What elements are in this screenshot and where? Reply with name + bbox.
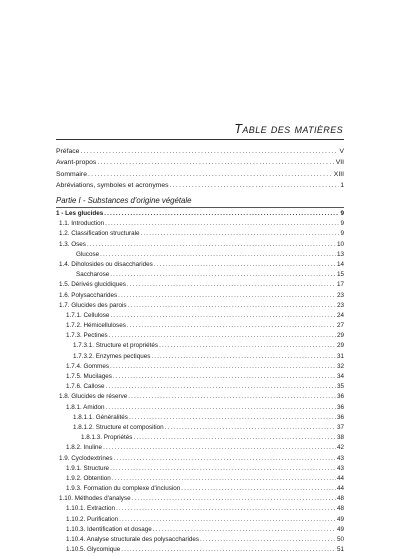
dot-leader	[159, 341, 336, 351]
toc-entry[interactable]	[56, 443, 344, 453]
toc-entry-label: Sommaire	[56, 170, 87, 178]
toc-entry-page: 48	[336, 495, 344, 503]
toc-entry[interactable]	[56, 311, 344, 321]
dot-leader	[88, 169, 333, 180]
toc-entry-page: 36	[336, 393, 344, 401]
dot-leader	[151, 352, 336, 362]
toc-entry-label: 1.7. Glucides des parois	[59, 301, 127, 309]
toc-entry-label: 1.4. Diholosides ou disaccharides	[59, 260, 153, 268]
toc-entry-page: 17	[336, 281, 344, 289]
toc-entry[interactable]	[56, 433, 344, 443]
toc-entry-page: 42	[336, 444, 344, 452]
toc-entry-page: 49	[336, 515, 344, 523]
toc-entry[interactable]	[56, 494, 344, 504]
dot-leader	[110, 464, 336, 474]
toc-entry-page: 9	[340, 230, 344, 238]
toc-entry[interactable]	[56, 240, 344, 250]
toc-entry[interactable]	[56, 229, 344, 239]
toc-entry-page: 43	[336, 454, 344, 462]
toc-entry-page: 14	[336, 260, 344, 268]
dot-leader	[80, 146, 338, 157]
toc-entry[interactable]	[56, 250, 344, 260]
title-divider	[56, 139, 344, 140]
toc-entry[interactable]	[56, 484, 344, 494]
dot-leader	[128, 392, 336, 402]
toc-entry[interactable]	[56, 413, 344, 423]
toc-entry-page: 44	[336, 474, 344, 482]
dot-leader	[129, 413, 336, 423]
toc-entry-page: 37	[336, 423, 344, 431]
dot-leader	[105, 219, 339, 229]
toc-entry-label: 1.7.3. Pectines	[66, 332, 108, 340]
toc-entry[interactable]	[56, 545, 344, 555]
dot-leader	[133, 433, 336, 443]
toc-entry-label: 1.2. Classification structurale	[59, 230, 140, 238]
toc-entry[interactable]	[56, 423, 344, 433]
toc-entry-label: 1.7.2. Hémicelluloses	[66, 322, 126, 330]
toc-entry[interactable]	[56, 291, 344, 301]
toc-entry[interactable]	[56, 280, 344, 290]
toc-entry-label: 1.8.1.3. Propriétés	[81, 434, 133, 442]
toc-entry-page: 31	[336, 352, 344, 360]
toc-entry-label: 1.7.4. Gommes	[66, 362, 110, 370]
toc-entry-page: 36	[336, 403, 344, 411]
toc-entry[interactable]	[56, 382, 344, 392]
toc-entry-page: 48	[336, 505, 344, 513]
dot-leader	[154, 260, 336, 270]
toc-entry-page: 9	[340, 210, 344, 217]
dot-leader	[181, 484, 336, 494]
toc-entry[interactable]	[56, 209, 344, 219]
toc-entry[interactable]	[56, 146, 344, 157]
front-matter-list	[56, 146, 344, 192]
toc-entry-page: 1	[340, 182, 344, 190]
toc-entry-page: 50	[336, 536, 344, 543]
toc-entry-label: 1.10. Méthodes d'analyse	[59, 495, 131, 503]
toc-entry-label: Préface	[56, 148, 80, 155]
toc-entry-label: 1.10.3. Identification et dosage	[66, 525, 152, 533]
toc-entry-page: XIII	[333, 170, 344, 178]
toc-entry[interactable]	[56, 515, 344, 525]
dot-leader	[170, 180, 340, 191]
toc-entry-label: Abréviations, symboles et acronymes	[56, 182, 169, 190]
toc-entry[interactable]	[56, 474, 344, 484]
dot-leader	[141, 229, 340, 239]
toc-entry[interactable]	[56, 321, 344, 331]
toc-entry-label: 1.9.1. Structure	[66, 464, 110, 472]
toc-entry-label: Avant-propos	[56, 159, 97, 167]
toc-entry[interactable]	[56, 341, 344, 351]
toc-entry-label: 1.7.5. Mucilages	[66, 373, 112, 380]
toc-entry-label: 1.3. Oses	[59, 240, 86, 248]
toc-entry[interactable]	[56, 270, 344, 280]
toc-entry-page: VII	[335, 159, 344, 167]
dot-leader	[200, 535, 336, 545]
dot-leader	[100, 250, 336, 260]
toc-entry[interactable]	[56, 169, 344, 180]
toc-entry-page: 23	[336, 291, 344, 299]
toc-entry-label: 1.8.1.1. Généralités	[73, 413, 128, 421]
toc-entry-page: 43	[336, 464, 344, 472]
dot-leader	[87, 240, 336, 250]
dot-leader	[110, 362, 336, 372]
toc-entry-page: 32	[336, 362, 344, 370]
toc-entry-label: 1.5. Dérivés glucidiques	[59, 281, 126, 289]
dot-leader	[116, 504, 336, 514]
toc-entry-label: 1.9.2. Obtention	[66, 474, 111, 482]
toc-entry[interactable]	[56, 454, 344, 464]
toc-entry-page: V	[339, 148, 344, 155]
toc-entry-page: 29	[336, 342, 344, 350]
dot-leader	[110, 270, 336, 280]
dot-leader	[127, 321, 336, 331]
dot-leader	[127, 280, 336, 290]
toc-entry-label: 1.10.4. Analyse structurale des polysaccharides	[66, 536, 200, 543]
toc-entry-label: Glucose	[76, 250, 100, 258]
toc-entry-page: 27	[336, 322, 344, 330]
toc-entry-page: 36	[336, 413, 344, 421]
toc-entry[interactable]	[56, 504, 344, 514]
toc-entry-label: 1.7.3.1. Structure et propriétés	[73, 342, 159, 350]
toc-entry-page: 24	[336, 311, 344, 319]
toc-entry-label: 1.8. Glucides de réserve	[59, 393, 128, 401]
toc-entry[interactable]	[56, 157, 344, 168]
toc-entry[interactable]	[56, 180, 344, 191]
toc-entry-page: 35	[336, 383, 344, 391]
dot-leader	[110, 311, 336, 321]
toc-entry[interactable]	[56, 525, 344, 535]
toc-entry[interactable]	[56, 260, 344, 270]
part-title: Partie I - Substances d'origine végétale	[56, 196, 192, 205]
dot-leader	[104, 209, 339, 219]
toc-entry-label: 1.7.3.2. Enzymes pectiques	[73, 352, 151, 360]
toc-entry-label: 1.9. Cyclodextrines	[59, 454, 113, 462]
toc-entry-page: 44	[336, 485, 344, 493]
toc-entry[interactable]	[56, 372, 344, 382]
part-divider	[56, 207, 344, 208]
toc-entry-label: 1 - Les glucides	[56, 210, 104, 217]
dot-leader	[132, 494, 336, 504]
toc-entry-page: 51	[336, 546, 344, 554]
toc-entry[interactable]	[56, 331, 344, 341]
toc-entry[interactable]	[56, 392, 344, 402]
toc-entry-label: 1.8.2. Inuline	[66, 444, 103, 452]
dot-leader	[109, 331, 336, 341]
toc-entry[interactable]	[56, 219, 344, 229]
toc-entry-label: 1.1. Introduction	[59, 220, 105, 228]
dot-leader	[118, 291, 336, 301]
toc-entry-label: 1.7.6. Callose	[66, 383, 105, 391]
toc-entry-page: 29	[336, 332, 344, 340]
page-title: Table des matières	[234, 122, 343, 136]
dot-leader	[103, 443, 336, 453]
dot-leader	[121, 545, 336, 555]
toc-entry-label: 1.8.1. Amidon	[66, 403, 105, 411]
dot-leader	[112, 474, 336, 484]
toc-entry-label: Saccharose	[76, 271, 110, 279]
toc-entry-label: 1.10.2. Purification	[66, 515, 119, 523]
dot-leader	[97, 157, 334, 168]
dot-leader	[114, 454, 336, 464]
dot-leader	[106, 382, 336, 392]
toc-entry[interactable]	[56, 535, 344, 545]
toc-entry[interactable]	[56, 301, 344, 311]
toc-entry-label: 1.7.1. Cellulose	[66, 311, 110, 319]
toc-entry-label: 1.9.3. Formation du complexe d'inclusion	[66, 485, 181, 493]
toc-entry-page: 10	[336, 240, 344, 248]
toc-entry-label: 1.10.1. Extraction	[66, 505, 116, 513]
toc-entry[interactable]	[56, 403, 344, 413]
toc-entry-page: 38	[336, 434, 344, 442]
toc-entry-label: 1.8.1.2. Structure et composition	[73, 423, 164, 431]
toc-entry[interactable]	[56, 352, 344, 362]
toc-list	[56, 209, 344, 555]
toc-entry-page: 34	[336, 373, 344, 380]
toc-entry[interactable]	[56, 464, 344, 474]
toc-entry-page: 13	[336, 250, 344, 258]
dot-leader	[119, 515, 336, 525]
dot-leader	[106, 403, 336, 413]
toc-entry-label: 1.10.5. Glycomique	[66, 546, 121, 554]
toc-entry-page: 49	[336, 525, 344, 533]
toc-entry-label: 1.6. Polysaccharides	[59, 291, 118, 299]
toc-entry-page: 23	[336, 301, 344, 309]
toc-entry-page: 9	[340, 220, 344, 228]
dot-leader	[153, 525, 336, 535]
dot-leader	[165, 423, 336, 433]
toc-entry-page: 15	[336, 271, 344, 279]
dot-leader	[113, 372, 336, 382]
toc-entry[interactable]	[56, 362, 344, 372]
dot-leader	[128, 301, 336, 311]
